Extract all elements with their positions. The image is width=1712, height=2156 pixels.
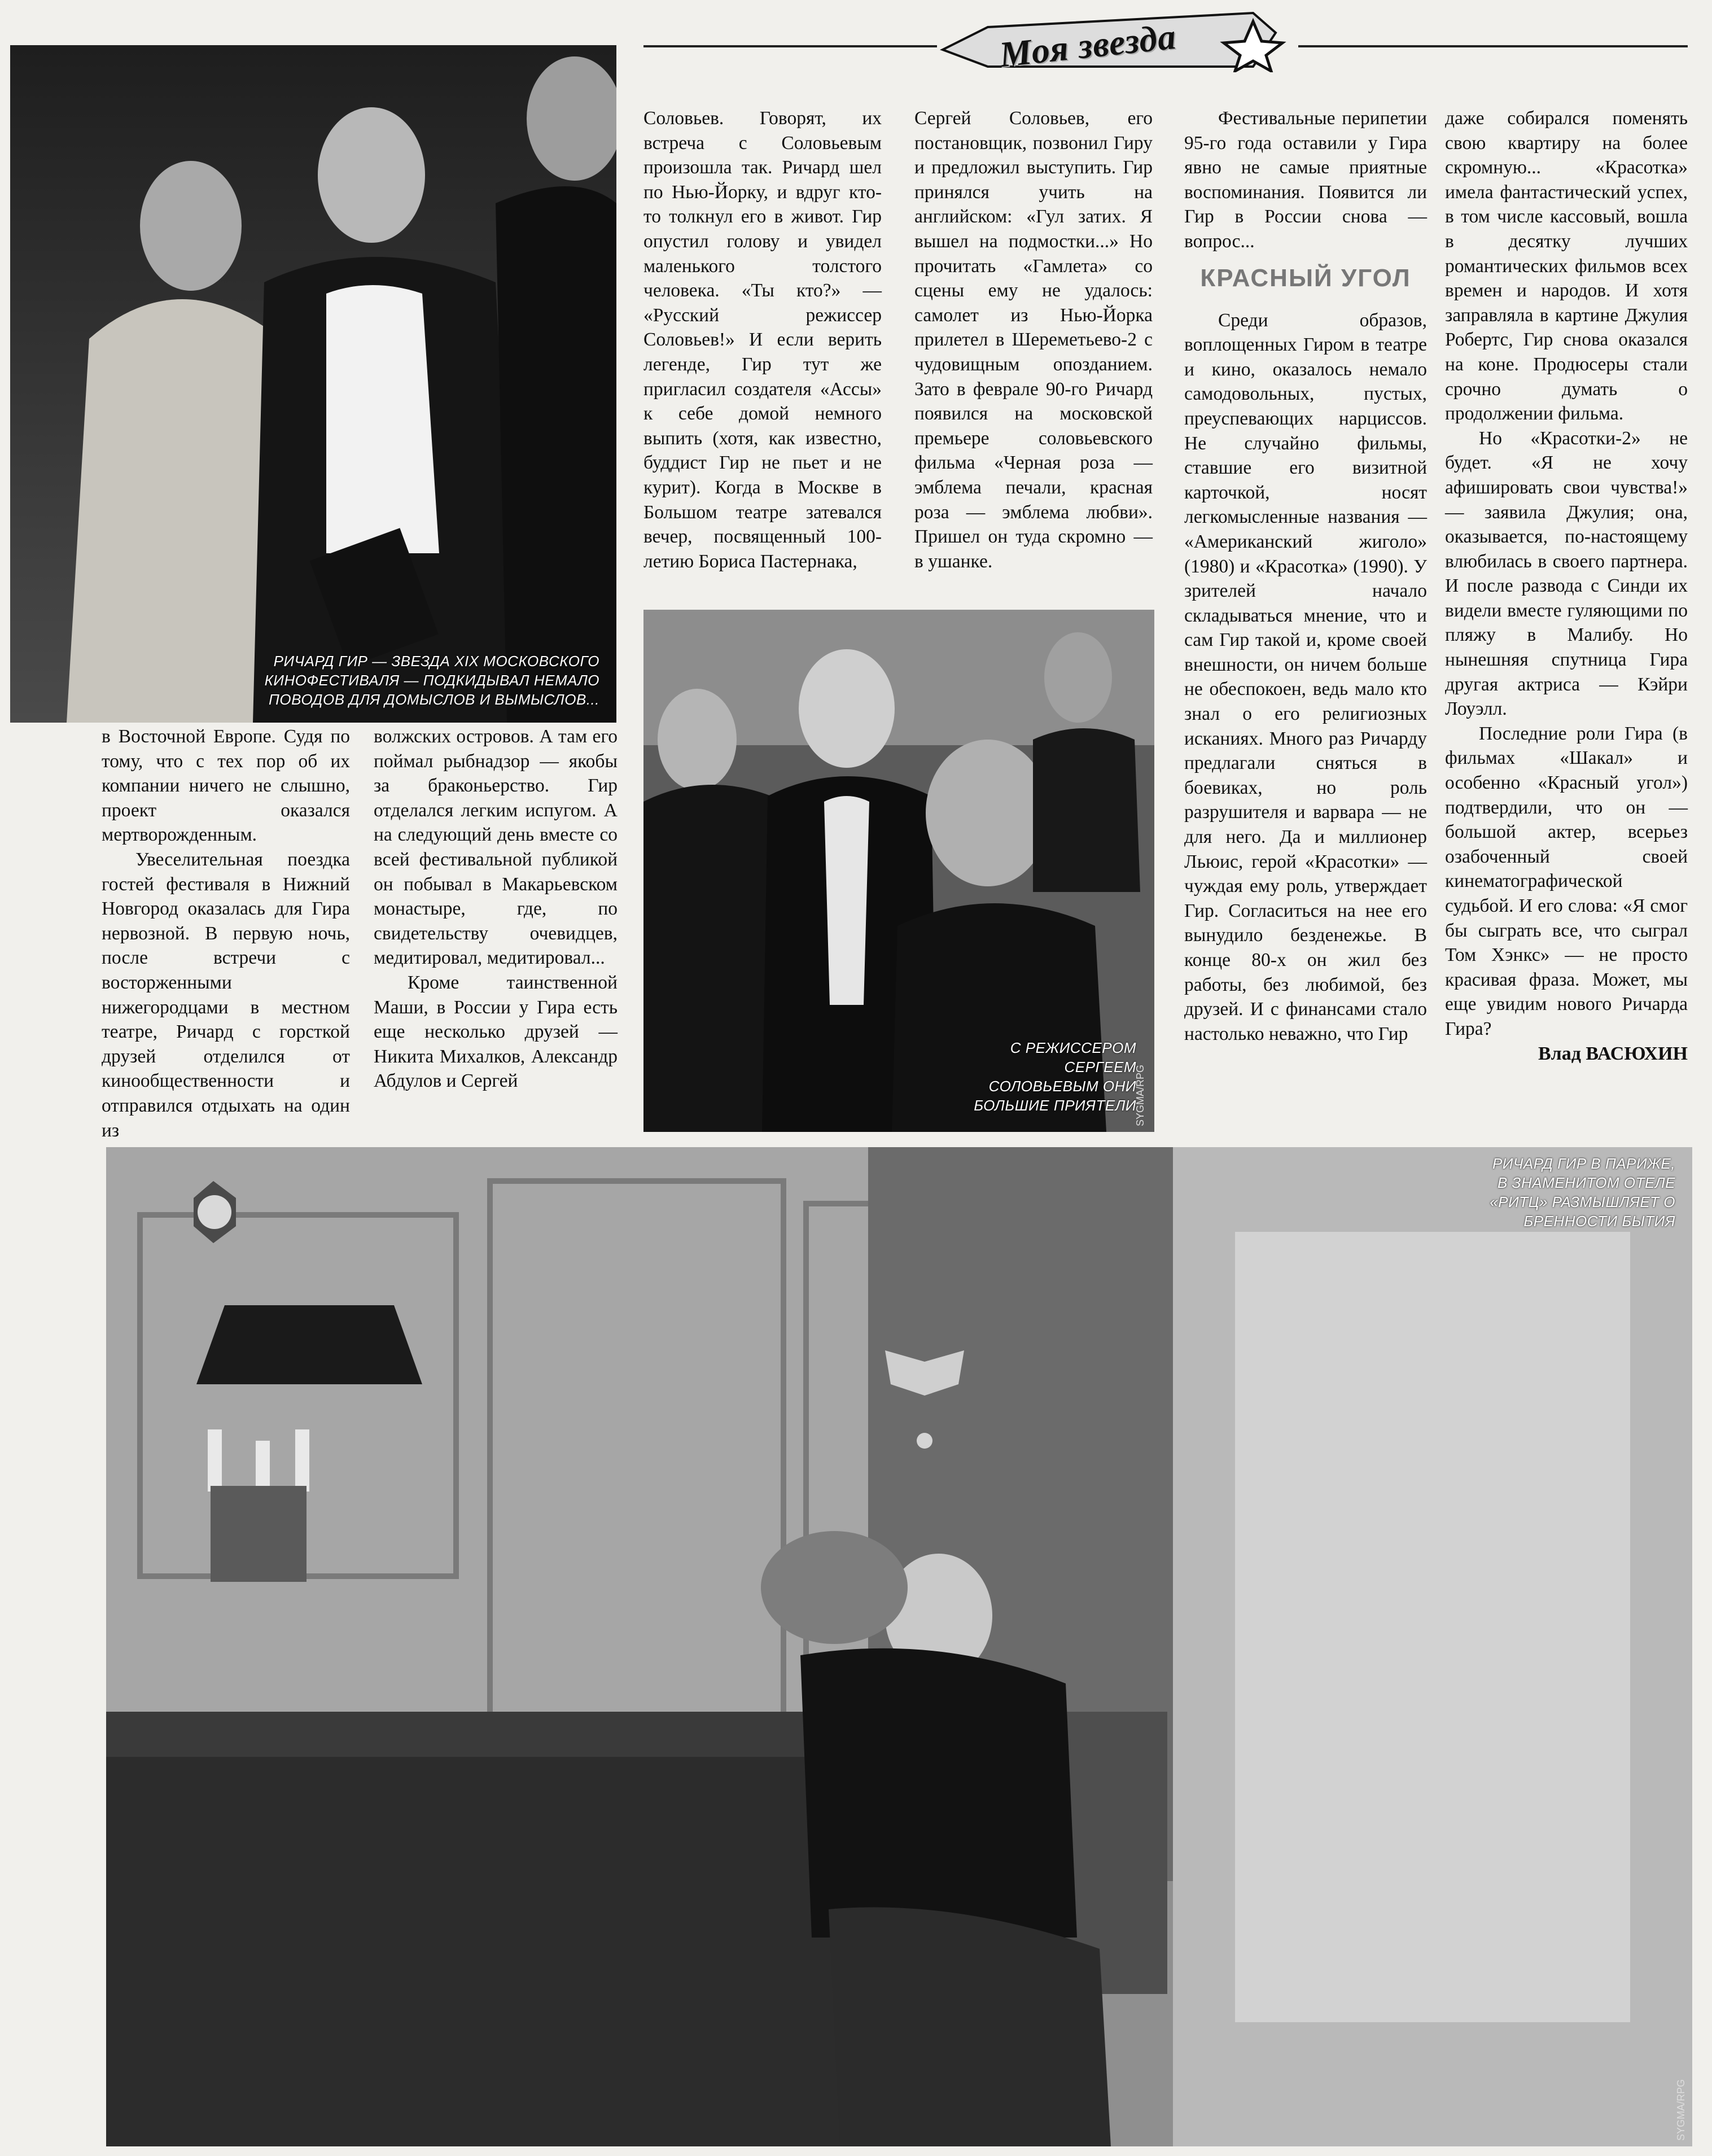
- article-paragraph: Соловьев. Говорят, их встреча с Соловьевым произошла так. Ричард шел по Нью-Йорку, и вдруг кто-то толкнул его в живот. Гир опустил голову и увидел маленького толстого человека. «Ты кто?» — «Русский режиссер Соловьев!» И если верить легенде, Гир тут же пригласил создателя «Ассы» к себе домой немного выпить (хотя, как известно, буддист Гир не пьет и не курит). Когда в Москве в Большом театре затевался вечер, посвященный 100-летию Бориса Пастернака,: [643, 108, 882, 572]
- photo-caption: С РЕЖИССЕРОМ СЕРГЕЕМ СОЛОВЬЕВЫМ ОНИ БОЛЬШИЕ ПРИЯТЕЛИ: [974, 1039, 1136, 1114]
- photo-credit: SYGMA/RPG: [1675, 2079, 1687, 2141]
- photo-gere-paris-ritz: [106, 1147, 1692, 2146]
- article-column-3: [643, 106, 882, 574]
- rubric-rule-right: [1298, 45, 1688, 47]
- article-paragraph: Увеселительная поездка гостей фестиваля в Нижний Новгород оказалась для Гира нервозной. В первую ночь, после встречи с восторженными нижегородцами в местном театре, Ричард с горсткой друзей отделился от кинообщественности и отправился отдыхать на один из: [102, 849, 350, 1141]
- article-author-signature: Влад ВАСЮХИН: [1538, 1043, 1688, 1064]
- photo-caption: РИЧАРД ГИР В ПАРИЖЕ, В ЗНАМЕНИТОМ ОТЕЛЕ «РИТЦ» РАЗМЫШЛЯЕТ О БРЕННОСТИ БЫТИЯ: [1490, 1155, 1675, 1230]
- article-paragraph: Последние роли Гира (в фильмах «Шакал» и особенно «Красный угол») подтвердили, что он — большой актер, всерьез озабоченный своей кинематографической судьбой. И его слова: «Я смог бы сыграть все, что сыграл Том Хэнкс» — не просто красивая фраза. Может, мы еще увидим нового Ричарда Гира?: [1445, 723, 1688, 1039]
- photo-gere-moscow-festival: [10, 45, 616, 723]
- article-paragraph: в Восточной Европе. Судя по тому, что с тех пор об их компании ничего не слышно, проект оказался мертворожденным.: [102, 726, 350, 846]
- article-column-2: [374, 724, 618, 1094]
- article-paragraph: Среди образов, воплощенных Гиром в театре и кино, оказалось немало самодовольных, пустых, преуспевающих нарциссов. Не случайно фильмы, ставшие его визитной карточкой, носят легкомысленные названия — «Американский жиголо» (1980) и «Красотка» (1990). У зрителей начало складываться мнение, что и сам Гир такой и, кроме своей внешности, он ничем больше не обеспокоен, ведь мало кто знал о его религиозных исканиях. Много раз Ричарду предлагали сняться в боевиках, но роль разрушителя и варвара — не для него. Да и миллионер Льюис, герой «Красотки» — чуждая ему роль, утверждает Гир. Согласиться на нее его вынудило безденежье. В конце 80-х он жил без работы, без любимой, без друзей. И с финансами стало настолько неважно, что Гир: [1184, 309, 1427, 1044]
- article-column-4: [914, 106, 1153, 574]
- photo-gere-with-soloviev: [643, 610, 1154, 1132]
- rubric-rule-left: [643, 45, 937, 47]
- article-subhead: КРАСНЫЙ УГОЛ: [1200, 264, 1411, 292]
- article-paragraph: даже собирался поменять свою квартиру на более скромную... «Красотка» имела фантастический успех, в том числе кассовый, вошла в десятку лучших романтических фильмов всех времен и народов. И хотя заправляла в картине Джулия Робертс, Гир снова оказался на коне. Продюсеры стали срочно думать о продолжении фильма.: [1445, 108, 1688, 425]
- photo-caption: РИЧАРД ГИР — ЗВЕЗДА XIX МОСКОВСКОГО КИНОФЕСТИВАЛЯ — ПОДКИДЫВАЛ НЕМАЛО ПОВОДОВ ДЛЯ ДОМЫСЛОВ И ВЫМЫСЛОВ...: [264, 653, 599, 708]
- photo-image: [10, 45, 616, 723]
- rubric-title: Моя звезда: [997, 16, 1179, 75]
- photo-credit: SYGMA/RPG: [1135, 1064, 1146, 1126]
- article-column-5: [1184, 106, 1427, 1046]
- article-paragraph: Фестивальные перипетии 95-го года оставили у Гира явно не самые приятные воспоминания. Появится ли Гир в России снова — вопрос...: [1184, 108, 1427, 252]
- article-paragraph: Кроме таинственной Маши, в России у Гира есть еще несколько друзей — Никита Михалков, Александр Абдулов и Сергей: [374, 972, 618, 1092]
- article-paragraph: Но «Красотки-2» не будет. «Я не хочу афишировать свои чувства!» — заявила Джулия; она, оказывается, по-настоящему влюбилась в своего партнера. И после развода с Синди их видели вместе гуляющими по пляжу в Малибу. Но нынешняя спутница Гира другая актриса — Кэйри Лоуэлл.: [1445, 427, 1688, 720]
- rubric-logo: [937, 10, 1298, 75]
- article-column-1: [102, 724, 350, 1143]
- article-paragraph: Сергей Соловьев, его постановщик, позвонил Гиру и предложил выступить. Гир принялся учить на английском: «Гул затих. Я вышел на подмостки...» Но прочитать «Гамлета» со сцены ему не удалось: самолет из Нью-Йорка прилетел в Шереметьево-2 с чудовищным опозданием. Зато в феврале 90-го Ричард появился на московской премьере соловьевского фильма «Черная роза — эмблема печали, красная роза — эмблема любви». Пришел он туда скромно — в ушанке.: [914, 108, 1153, 572]
- article-column-6: [1445, 106, 1688, 1066]
- photo-image: [106, 1147, 1692, 2146]
- article-paragraph: волжских островов. А там его поймал рыбнадзор — якобы за браконьерство. Гир отделался легким испугом. А на следующий день вместе со всей фестивальной публикой он побывал в Макарьевском монастыре, где, по свидетельству очевидцев, медитировал, медитировал...: [374, 726, 618, 969]
